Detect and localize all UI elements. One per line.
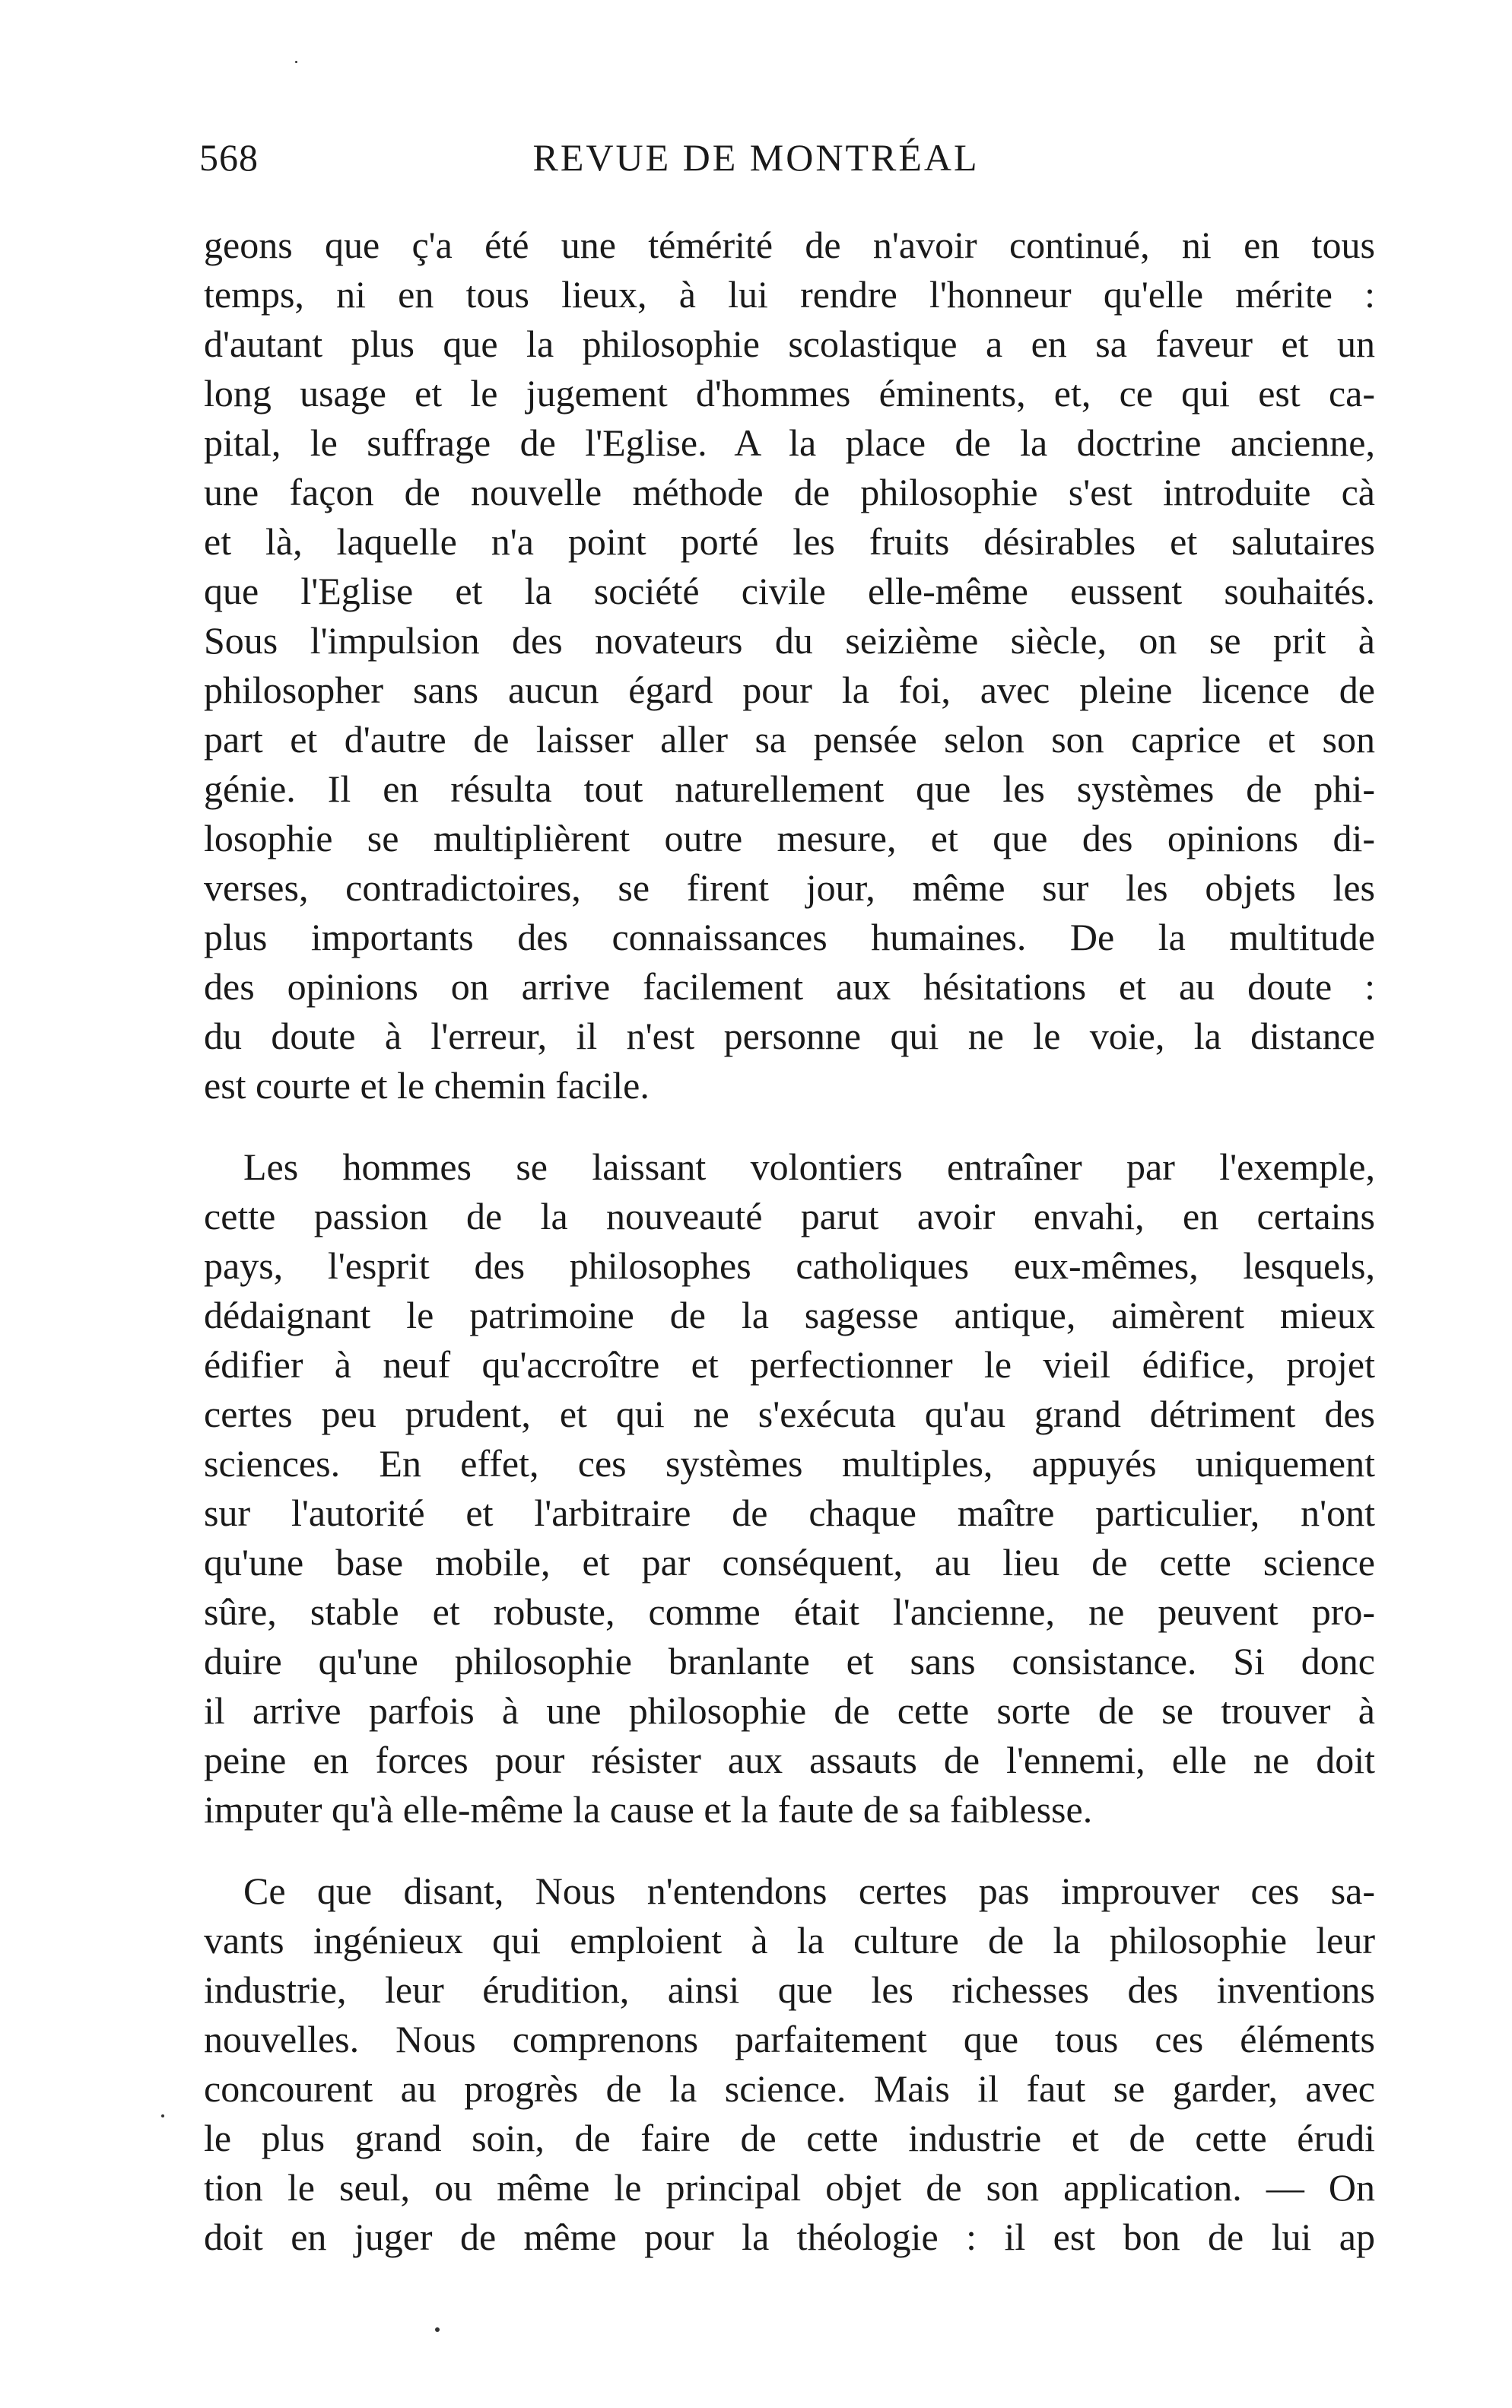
text-line: peine en forces pour résister aux assauts de l'ennemi, elle ne doit [204,1739,1375,1781]
text-line: dédaignant le patrimoine de la sagesse antique, aimèrent mieux [204,1294,1375,1336]
text-line: duire qu'une philosophie branlante et sans consistance. Si donc [204,1640,1375,1682]
text-line: vants ingénieux qui emploient à la culture de la philosophie leur [204,1919,1375,1962]
text-line: part et d'autre de laisser aller sa pensée selon son caprice et son [204,718,1375,761]
text-line: plus importants des connaissances humaines. De la multitude [204,916,1375,958]
text-line: imputer qu'à elle-même la cause et la faute de sa faiblesse. [204,1788,1093,1831]
text-line: temps, ni en tous lieux, à lui rendre l'honneur qu'elle mérite : [204,273,1375,316]
print-speck [161,2114,164,2117]
text-line: le plus grand soin, de faire de cette industrie et de cette érudi [204,2117,1375,2159]
page-number: 568 [199,136,259,179]
text-line: geons que ç'a été une témérité de n'avoir continué, ni en tous [204,224,1375,266]
paragraph-1 [204,221,1375,1110]
text-line: est courte et le chemin facile. [204,1064,650,1107]
text-line: certes peu prudent, et qui ne s'exécuta qu'au grand détriment des [204,1393,1375,1435]
text-line: long usage et le jugement d'hommes éminents, et, ce qui est ca- [204,372,1375,415]
text-line: concourent au progrès de la science. Mais il faut se garder, avec [204,2067,1375,2110]
text-line: qu'une base mobile, et par conséquent, au lieu de cette science [204,1541,1375,1584]
text-line: une façon de nouvelle méthode de philosophie s'est introduite cà [204,471,1375,513]
paragraph-2 [204,1142,1375,1835]
text-line: Ce que disant, Nous n'entendons certes pas improuver ces sa- [243,1870,1375,1912]
text-line: losophie se multiplièrent outre mesure, et que des opinions di- [204,817,1375,859]
text-line: du doute à l'erreur, il n'est personne qui ne le voie, la distance [204,1015,1375,1057]
text-line: sur l'autorité et l'arbitraire de chaque maître particulier, n'ont [204,1491,1375,1534]
running-title: REVUE DE MONTRÉAL [532,136,980,179]
text-line: Les hommes se laissant volontiers entraîner par l'exemple, [243,1145,1375,1188]
text-line: tion le seul, ou même le principal objet de son application. — On [204,2166,1375,2209]
print-speck [435,2327,440,2332]
text-line: Sous l'impulsion des novateurs du seizième siècle, on se prit à [204,619,1375,662]
text-line: industrie, leur érudition, ainsi que les richesses des inventions [204,1968,1375,2011]
text-line: édifier à neuf qu'accroître et perfectionner le vieil édifice, projet [204,1343,1375,1386]
text-line: verses, contradictoires, se firent jour, même sur les objets les [204,866,1375,909]
text-line: cette passion de la nouveauté parut avoir envahi, en certains [204,1195,1375,1237]
text-line: philosopher sans aucun égard pour la foi, avec pleine licence de [204,669,1375,711]
text-line: nouvelles. Nous comprenons parfaitement que tous ces éléments [204,2018,1375,2060]
text-line: que l'Eglise et la société civile elle-même eussent souhaités. [204,570,1375,612]
text-line: génie. Il en résulta tout naturellement que les systèmes de phi- [204,767,1375,810]
text-line: doit en juger de même pour la théologie : il est bon de lui ap [204,2216,1375,2258]
text-line: des opinions on arrive facilement aux hésitations et au doute : [204,965,1375,1008]
paragraph-3 [204,1866,1375,2262]
text-line: d'autant plus que la philosophie scolastique a en sa faveur et un [204,322,1375,365]
text-line: et là, laquelle n'a point porté les fruits désirables et salutaires [204,520,1375,563]
text-line: sciences. En effet, ces systèmes multiples, appuyés uniquement [204,1442,1375,1485]
text-line: sûre, stable et robuste, comme était l'ancienne, ne peuvent pro- [204,1590,1375,1633]
print-speck [295,61,297,63]
text-line: pays, l'esprit des philosophes catholiques eux-mêmes, lesquels, [204,1244,1375,1287]
text-line: il arrive parfois à une philosophie de cette sorte de se trouver à [204,1689,1375,1732]
text-line: pital, le suffrage de l'Eglise. A la place de la doctrine ancienne, [204,421,1375,464]
body-text [204,221,1375,2262]
